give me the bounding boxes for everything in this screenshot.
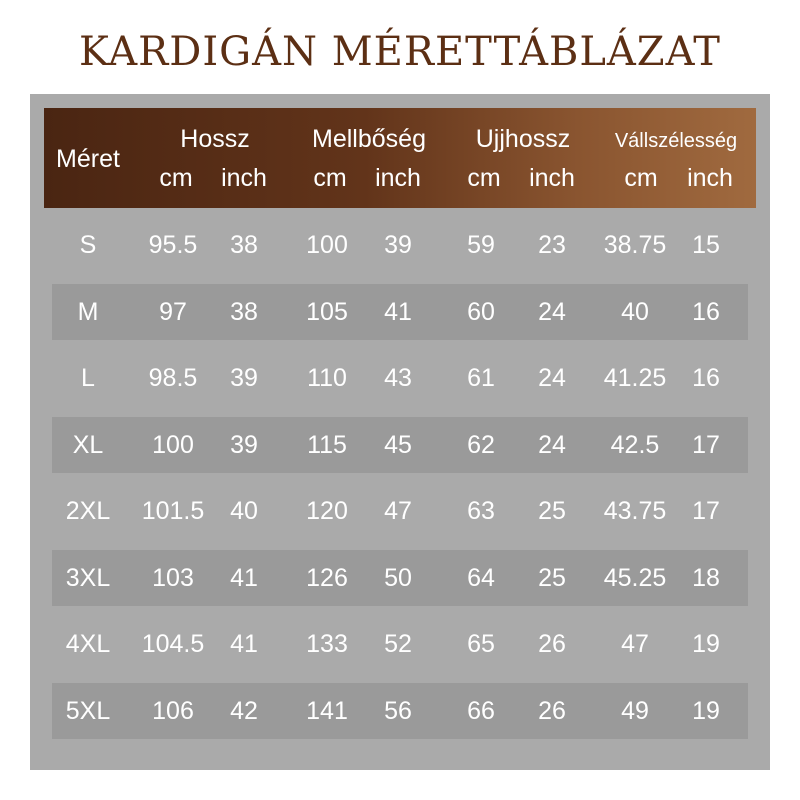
length-inch-cell: 39 [230,430,258,459]
shoulder-inch-cell: 19 [692,696,720,725]
shoulder-inch-cell: 17 [692,430,720,459]
size-cell: 5XL [65,696,111,725]
size-cell: L [81,364,95,392]
length-cm-cell: 100 [152,430,194,459]
sleeve-cm-cell: 64 [467,563,495,592]
unit-header: inch [687,164,733,192]
sleeve-inch-cell: 24 [538,364,566,392]
shoulder-cm-cell: 43.75 [603,497,667,525]
shoulder-cm-cell: 49 [621,696,649,725]
chest-inch-cell: 45 [384,430,412,459]
shoulder-inch-cell: 16 [692,364,720,392]
chest-cm-cell: 120 [306,497,348,525]
length-cm-cell: 98.5 [148,364,198,392]
sleeve-inch-cell: 26 [538,696,566,725]
unit-header: inch [375,164,421,192]
chest-inch-cell: 56 [384,696,412,725]
size-cell: XL [72,430,104,459]
sleeve-cm-cell: 63 [467,497,495,525]
sleeve-cm-cell: 62 [467,430,495,459]
size-column-header: Méret [56,145,120,173]
length-inch-cell: 39 [230,364,258,392]
chest-cm-cell: 133 [306,630,348,658]
unit-header: cm [467,164,501,192]
table-row [52,483,748,539]
chest-cm-cell: 115 [307,430,347,459]
table-header [44,108,756,208]
table-row [52,550,748,606]
length-cm-cell: 95.5 [148,231,198,259]
chest-inch-cell: 50 [384,563,412,592]
unit-header: inch [221,164,267,192]
unit-header: cm [159,164,193,192]
chart-title: KARDIGÁN MÉRETTÁBLÁZAT [79,29,721,75]
chest-cm-cell: 105 [306,297,348,326]
group-header-shoulder: Vállszélesség [614,130,738,152]
length-cm-cell: 101.5 [141,497,205,525]
table-row [52,616,748,672]
length-cm-cell: 104.5 [141,630,205,658]
size-cell: 4XL [65,630,111,658]
length-inch-cell: 40 [230,497,258,525]
length-inch-cell: 42 [230,696,258,725]
table-row [52,284,748,340]
group-header-chest: Mellbőség [312,125,426,153]
chest-cm-cell: 141 [306,696,348,725]
shoulder-cm-cell: 41.25 [603,364,667,392]
size-cell: 2XL [65,497,111,525]
sleeve-inch-cell: 24 [538,430,566,459]
shoulder-inch-cell: 15 [692,231,720,259]
table-row [52,350,748,406]
shoulder-inch-cell: 19 [692,630,720,658]
length-cm-cell: 97 [159,297,187,326]
size-table-panel [30,94,770,770]
shoulder-cm-cell: 38.75 [603,231,667,259]
length-inch-cell: 41 [230,630,258,658]
shoulder-cm-cell: 42.5 [610,430,660,459]
chest-inch-cell: 39 [384,231,412,259]
table-row [52,683,748,739]
sleeve-cm-cell: 59 [467,231,495,259]
sleeve-cm-cell: 61 [467,364,495,392]
sleeve-inch-cell: 25 [538,563,566,592]
sleeve-inch-cell: 23 [538,231,566,259]
shoulder-cm-cell: 40 [621,297,649,326]
shoulder-cm-cell: 45.25 [603,563,667,592]
chest-inch-cell: 43 [384,364,412,392]
length-inch-cell: 38 [230,297,258,326]
sleeve-cm-cell: 60 [467,297,495,326]
shoulder-inch-cell: 16 [692,297,720,326]
table-row [52,217,748,273]
chest-cm-cell: 110 [307,364,347,392]
chest-inch-cell: 41 [384,297,412,326]
chest-inch-cell: 47 [384,497,412,525]
shoulder-cm-cell: 47 [621,630,649,658]
unit-header: cm [313,164,347,192]
length-cm-cell: 106 [152,696,194,725]
length-inch-cell: 41 [230,563,258,592]
unit-header: inch [529,164,575,192]
sleeve-cm-cell: 65 [467,630,495,658]
sleeve-inch-cell: 25 [538,497,566,525]
table-row [52,417,748,473]
length-cm-cell: 103 [152,563,194,592]
shoulder-inch-cell: 17 [692,497,720,525]
sleeve-inch-cell: 26 [538,630,566,658]
size-cell: S [79,231,97,259]
length-inch-cell: 38 [230,231,258,259]
size-cell: 3XL [65,563,111,592]
sleeve-cm-cell: 66 [467,696,495,725]
shoulder-inch-cell: 18 [692,563,720,592]
chest-cm-cell: 126 [306,563,348,592]
group-header-length: Hossz [180,125,250,153]
group-header-sleeve: Ujjhossz [475,125,571,153]
unit-header: cm [624,164,658,192]
chest-cm-cell: 100 [306,231,348,259]
size-cell: M [77,297,99,326]
chest-inch-cell: 52 [384,630,412,658]
sleeve-inch-cell: 24 [538,297,566,326]
